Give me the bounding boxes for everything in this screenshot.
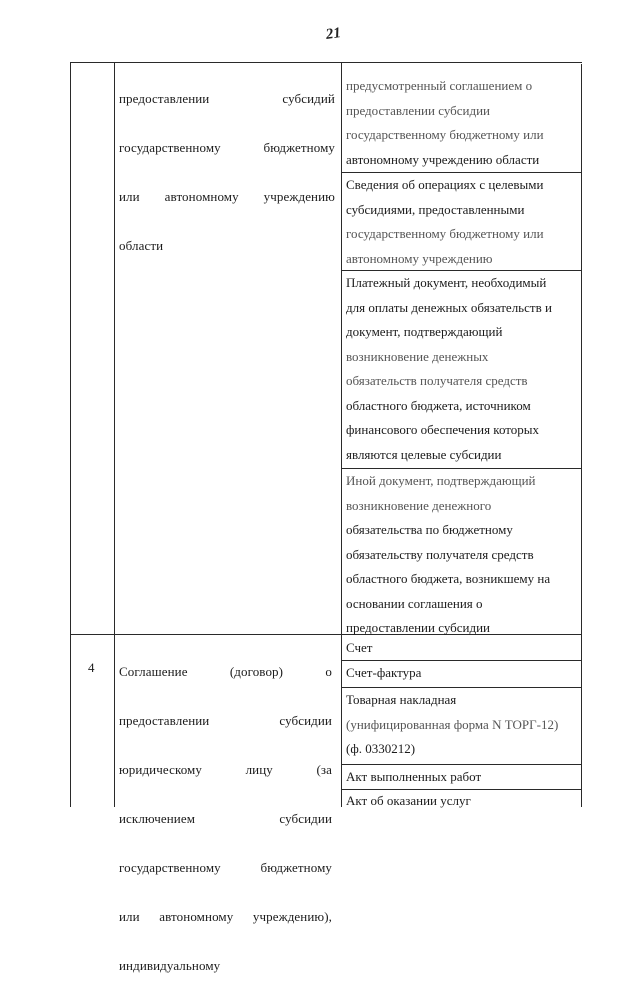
doc-line: предоставлении субсидии (346, 102, 491, 118)
doc-line: финансового обеспечения которых (346, 422, 540, 437)
doc-line: (унифицированная форма N ТОРГ-12) (346, 716, 559, 732)
basis-line: исключением субсидии (119, 810, 332, 826)
doc-line: обязательству получателя средств (346, 546, 534, 562)
doc-line: основании соглашения о (346, 595, 483, 611)
row-a-doc-1 (343, 74, 584, 172)
table-border-left (70, 62, 71, 807)
page-number: 21 (324, 25, 342, 43)
row-number: 4 (88, 660, 95, 675)
doc-line: Счет (346, 640, 373, 655)
row-b-doc-1 (343, 636, 584, 661)
doc-line: областного бюджета, источником (346, 397, 531, 413)
doc-line: автономному учреждению (346, 250, 493, 266)
doc-line: государственному бюджетному или (346, 127, 544, 142)
basis-line: Соглашение (договор) о (119, 663, 332, 679)
doc-line: возникновение денежного (346, 497, 492, 513)
doc-line: Акт об оказании услуг (346, 793, 471, 808)
row-b-doc-4 (343, 765, 584, 790)
basis-line: государственному бюджетному (119, 139, 335, 155)
doc-line: Иной документ, подтверждающий (346, 473, 536, 488)
row-a-basis (119, 62, 335, 283)
doc-line: предоставлении субсидии (346, 620, 491, 635)
row-b-doc-3 (343, 688, 584, 762)
doc-line: возникновение денежных (346, 348, 489, 364)
doc-line: документ, подтверждающий (346, 324, 503, 339)
row-b-doc-5 (343, 789, 584, 814)
doc-line: обязательств получателя средств (346, 373, 528, 388)
doc-line: государственному бюджетному или (346, 226, 544, 241)
table-column-divider-2 (341, 62, 342, 807)
basis-line: предоставлении субсидий (119, 90, 335, 106)
row-a-doc-2 (343, 173, 584, 271)
basis-line: или автономному учреждению (119, 188, 335, 204)
doc-line: Товарная накладная (346, 692, 457, 707)
doc-line: предусмотренный соглашением о (346, 78, 533, 93)
row-b-basis (119, 635, 332, 1003)
doc-line: субсидиями, предоставленными (346, 201, 525, 217)
doc-line: являются целевые субсидии (346, 446, 502, 462)
basis-line: государственному бюджетному (119, 859, 332, 875)
doc-line: областного бюджета, возникшему на (346, 571, 551, 586)
row-a-doc-4 (343, 469, 584, 641)
doc-line: Счет-фактура (346, 665, 422, 680)
table-column-divider-1 (114, 62, 115, 807)
row-a-doc-3 (343, 271, 584, 467)
doc-line: Платежный документ, необходимый (346, 275, 547, 290)
doc-line: автономному учреждению области (346, 151, 540, 167)
doc-line: для оплаты денежных обязательств и (346, 299, 552, 315)
basis-line: или автономному учреждению), (119, 908, 332, 924)
row-b-doc-2 (343, 661, 584, 686)
basis-line: предоставлении субсидии (119, 712, 332, 728)
basis-line: юридическому лицу (за (119, 761, 332, 777)
doc-line: Акт выполненных работ (346, 769, 482, 784)
doc-line: (ф. 0330212) (346, 741, 416, 756)
doc-line: обязательства по бюджетному (346, 522, 513, 537)
basis-line: индивидуальному (119, 957, 221, 973)
doc-line: Сведения об операциях с целевыми (346, 177, 544, 192)
basis-line: области (119, 237, 164, 253)
